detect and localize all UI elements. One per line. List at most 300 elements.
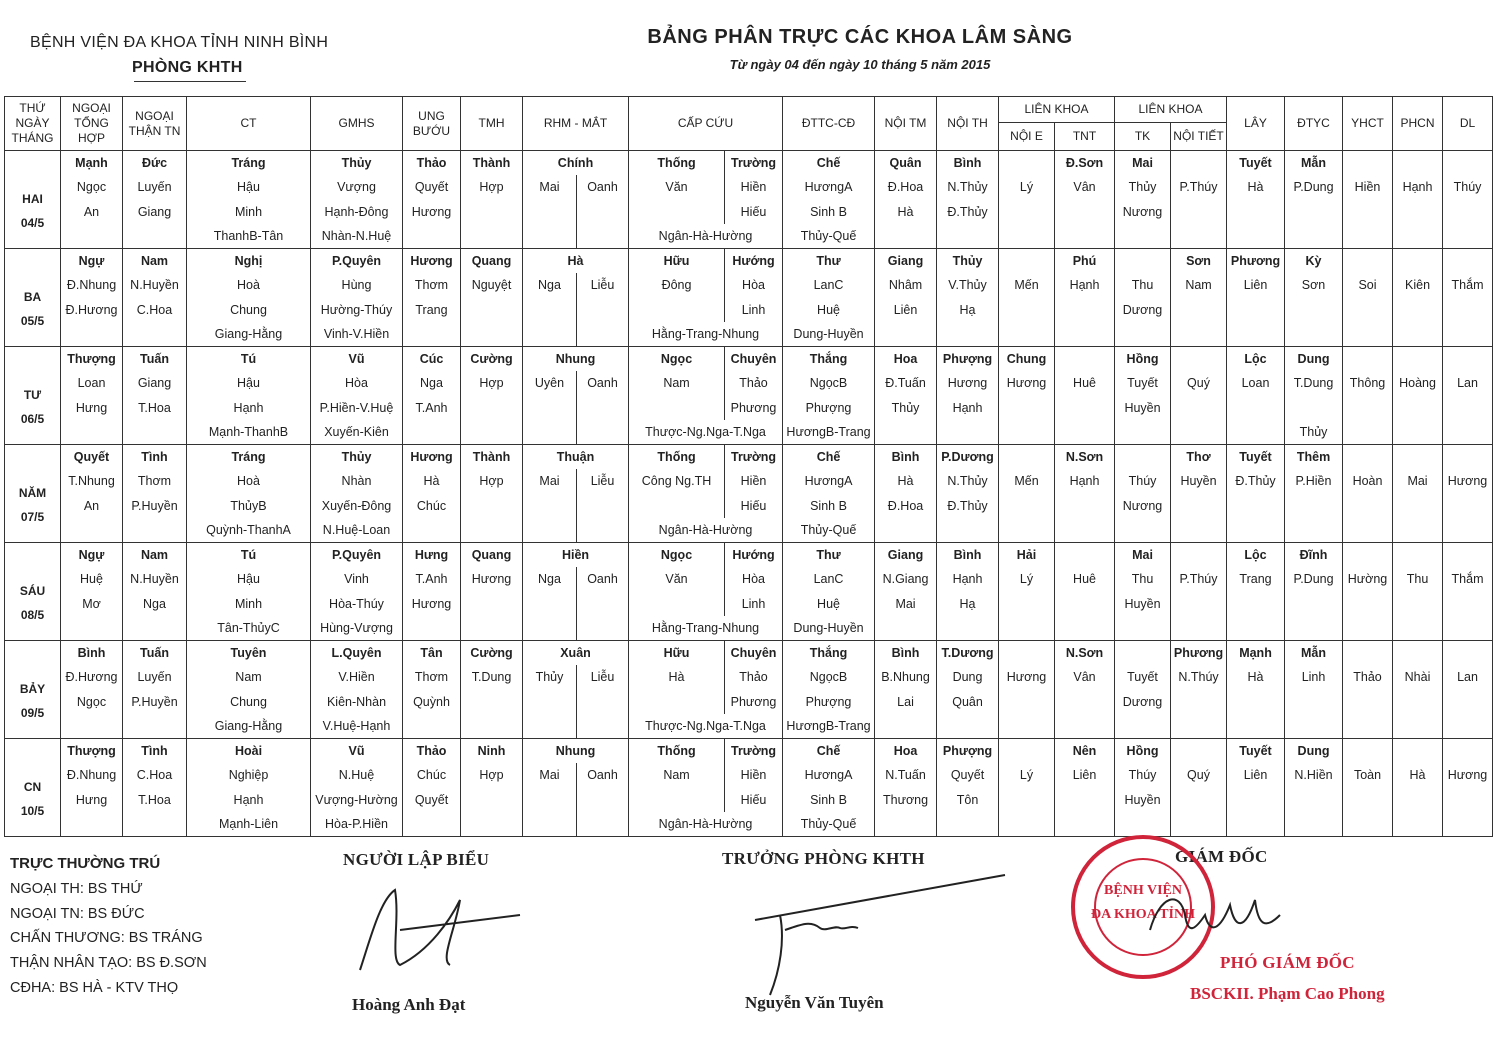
col-header-ngoai-th: NGOẠI TỔNG HỢP <box>61 97 123 151</box>
schedule-cell <box>577 420 629 445</box>
schedule-cell: Hướng <box>725 543 783 568</box>
schedule-cell: Đ.Hoa <box>875 175 937 200</box>
schedule-cell <box>937 322 999 347</box>
schedule-cell <box>1171 518 1227 543</box>
schedule-cell: Nga <box>523 567 577 592</box>
schedule-cell <box>1285 812 1343 837</box>
schedule-cell <box>1443 592 1493 617</box>
schedule-cell: Bình <box>61 641 123 666</box>
schedule-cell <box>1343 445 1393 470</box>
schedule-cell <box>123 518 187 543</box>
schedule-cell: Thương <box>875 788 937 813</box>
schedule-cell <box>577 812 629 837</box>
schedule-cell <box>629 788 725 813</box>
schedule-cell <box>875 224 937 249</box>
schedule-cell: Thược-Ng.Nga-T.Nga <box>629 714 783 739</box>
schedule-cell: Hường-Thúy <box>311 298 403 323</box>
schedule-cell: Nương <box>1115 494 1171 519</box>
schedule-cell <box>1227 396 1285 421</box>
schedule-cell: Thống <box>629 151 725 176</box>
schedule-cell: T.Nhung <box>61 469 123 494</box>
schedule-cell: Phương <box>1227 249 1285 274</box>
schedule-cell <box>999 322 1055 347</box>
schedule-cell: Ngọc <box>61 175 123 200</box>
schedule-cell: Tráng <box>187 151 311 176</box>
schedule-cell <box>999 494 1055 519</box>
director-role: GIÁM ĐỐC <box>1175 847 1268 866</box>
department-name: PHÒNG KHTH <box>132 59 243 76</box>
schedule-cell: Thảo <box>725 665 783 690</box>
schedule-cell <box>403 518 461 543</box>
schedule-cell <box>1115 224 1171 249</box>
schedule-cell: Kiên-Nhàn <box>311 690 403 715</box>
schedule-cell: N.Huệ-Loan <box>311 518 403 543</box>
schedule-cell <box>523 396 577 421</box>
schedule-cell <box>403 322 461 347</box>
schedule-cell: Huệ <box>783 298 875 323</box>
schedule-cell: Mạnh-Liên <box>187 812 311 837</box>
schedule-cell: Hợp <box>461 763 523 788</box>
schedule-cell: LanC <box>783 567 875 592</box>
schedule-cell <box>1393 788 1443 813</box>
schedule-cell: Hạnh <box>187 396 311 421</box>
col-header-tnt: TNT <box>1055 123 1115 151</box>
day-date: 09/5 <box>20 705 45 720</box>
schedule-cell <box>61 812 123 837</box>
schedule-cell <box>1115 249 1171 274</box>
schedule-cell: Toàn <box>1343 763 1393 788</box>
schedule-cell <box>461 518 523 543</box>
schedule-cell <box>1343 788 1393 813</box>
schedule-cell <box>1055 420 1115 445</box>
schedule-cell <box>1393 249 1443 274</box>
schedule-cell <box>1443 714 1493 739</box>
schedule-cell <box>999 249 1055 274</box>
schedule-cell <box>1343 200 1393 225</box>
schedule-cell: Loan <box>1227 371 1285 396</box>
schedule-cell: Chuyên <box>725 347 783 372</box>
schedule-cell: Hạ <box>937 298 999 323</box>
schedule-cell <box>937 616 999 641</box>
schedule-cell <box>123 714 187 739</box>
schedule-cell <box>1055 298 1115 323</box>
table-row <box>5 347 1493 372</box>
schedule-cell: Hằng-Trang-Nhung <box>629 322 783 347</box>
schedule-cell <box>1285 396 1343 421</box>
schedule-cell <box>523 812 577 837</box>
schedule-cell <box>1055 224 1115 249</box>
day-date: 08/5 <box>20 607 45 622</box>
schedule-cell: Mạnh <box>61 151 123 176</box>
schedule-cell <box>1227 298 1285 323</box>
schedule-cell: Đông <box>629 273 725 298</box>
resident-duty-line: THẬN NHÂN TẠO: BS Đ.SƠN <box>10 955 207 972</box>
schedule-cell: ThanhB-Tân <box>187 224 311 249</box>
table-row <box>5 371 1493 396</box>
schedule-cell: Hữu <box>629 249 725 274</box>
schedule-cell: Thành <box>461 151 523 176</box>
schedule-cell <box>1343 690 1393 715</box>
day-name: CN <box>23 779 42 794</box>
schedule-cell <box>1227 788 1285 813</box>
schedule-cell: Thủy <box>1285 420 1343 445</box>
schedule-cell <box>523 714 577 739</box>
schedule-cell <box>1343 812 1393 837</box>
schedule-cell: Đức <box>123 151 187 176</box>
schedule-cell: Nam <box>123 543 187 568</box>
schedule-cell: Hà <box>1227 175 1285 200</box>
schedule-cell <box>999 298 1055 323</box>
schedule-cell: Cường <box>461 641 523 666</box>
schedule-cell: Giang <box>123 200 187 225</box>
schedule-cell <box>999 641 1055 666</box>
schedule-cell: Nam <box>187 665 311 690</box>
schedule-cell: Chuyên <box>725 641 783 666</box>
schedule-cell: Sơn <box>1171 249 1227 274</box>
schedule-cell <box>1055 322 1115 347</box>
schedule-cell <box>403 420 461 445</box>
schedule-cell <box>1055 616 1115 641</box>
schedule-cell <box>999 788 1055 813</box>
day-date: 05/5 <box>20 313 45 328</box>
schedule-cell: Hưng <box>61 396 123 421</box>
schedule-cell: B.Nhung <box>875 665 937 690</box>
day-name: HAI <box>22 191 43 206</box>
schedule-cell <box>577 200 629 225</box>
schedule-cell <box>523 616 577 641</box>
schedule-cell: Vân <box>1055 665 1115 690</box>
schedule-cell: Hương <box>403 445 461 470</box>
schedule-cell <box>1171 151 1227 176</box>
schedule-cell <box>1443 616 1493 641</box>
schedule-cell: Nga <box>403 371 461 396</box>
schedule-cell <box>577 788 629 813</box>
schedule-cell <box>1343 739 1393 764</box>
schedule-cell: Quân <box>875 151 937 176</box>
schedule-cell <box>577 494 629 519</box>
schedule-cell <box>1393 690 1443 715</box>
schedule-cell: Vân <box>1055 175 1115 200</box>
schedule-cell <box>1227 420 1285 445</box>
col-header-ct: CT <box>187 97 311 151</box>
schedule-cell: Liên <box>1227 273 1285 298</box>
schedule-cell: Mẫn <box>1285 641 1343 666</box>
schedule-cell <box>1115 616 1171 641</box>
schedule-cell <box>523 298 577 323</box>
schedule-cell: Phượng <box>937 739 999 764</box>
schedule-cell: Hà <box>523 249 629 274</box>
schedule-cell: Huê <box>1055 567 1115 592</box>
schedule-cell <box>577 322 629 347</box>
schedule-cell: N.Thủy <box>937 469 999 494</box>
schedule-cell <box>629 592 725 617</box>
schedule-cell: Phương <box>725 690 783 715</box>
schedule-cell <box>1343 224 1393 249</box>
schedule-cell: Lan <box>1443 665 1493 690</box>
resident-duty-block <box>10 852 207 1001</box>
schedule-cell <box>1285 788 1343 813</box>
schedule-cell: P.Quyên <box>311 249 403 274</box>
schedule-cell: Ngọc <box>629 347 725 372</box>
schedule-cell: Hoài <box>187 739 311 764</box>
duty-schedule-table <box>4 96 1493 837</box>
schedule-cell <box>461 494 523 519</box>
schedule-cell: Hạnh <box>1055 469 1115 494</box>
schedule-cell <box>1055 396 1115 421</box>
table-row <box>5 249 1493 274</box>
schedule-cell: Liễu <box>577 469 629 494</box>
schedule-cell: Bình <box>937 151 999 176</box>
schedule-cell: Thảo <box>403 151 461 176</box>
schedule-cell: Cúc <box>403 347 461 372</box>
schedule-cell: Xuyến-Kiên <box>311 420 403 445</box>
schedule-cell: Nương <box>1115 200 1171 225</box>
schedule-cell <box>1393 200 1443 225</box>
schedule-cell: Lộc <box>1227 543 1285 568</box>
schedule-cell: Bình <box>937 543 999 568</box>
day-cell <box>5 347 61 445</box>
schedule-cell: Vinh-V.Hiền <box>311 322 403 347</box>
schedule-cell <box>461 592 523 617</box>
schedule-cell: Đ.Hương <box>61 298 123 323</box>
resident-duty-line: CHẤN THƯƠNG: BS TRÁNG <box>10 930 203 947</box>
schedule-cell: Quân <box>937 690 999 715</box>
schedule-cell: Chung <box>187 298 311 323</box>
schedule-cell: Lộc <box>1227 347 1285 372</box>
schedule-cell: Thống <box>629 739 725 764</box>
preparer-name: Hoàng Anh Đạt <box>352 995 466 1014</box>
col-header-gmhs: GMHS <box>311 97 403 151</box>
schedule-cell <box>403 616 461 641</box>
schedule-cell <box>461 298 523 323</box>
schedule-cell: Hương <box>403 200 461 225</box>
schedule-cell: Thủy <box>523 665 577 690</box>
table-row <box>5 592 1493 617</box>
schedule-cell: N.Thúy <box>1171 665 1227 690</box>
day-name: BA <box>23 289 42 304</box>
schedule-cell <box>1393 151 1443 176</box>
day-cell <box>5 249 61 347</box>
schedule-cell <box>1343 347 1393 372</box>
schedule-cell: Hải <box>999 543 1055 568</box>
schedule-cell <box>937 518 999 543</box>
schedule-cell <box>999 200 1055 225</box>
schedule-cell <box>461 396 523 421</box>
schedule-cell: Xuyến-Đông <box>311 494 403 519</box>
schedule-cell: Hậu <box>187 175 311 200</box>
schedule-cell <box>1343 322 1393 347</box>
schedule-cell <box>523 420 577 445</box>
schedule-cell: Dung <box>1285 739 1343 764</box>
schedule-cell <box>461 200 523 225</box>
schedule-cell: Ngọc <box>629 543 725 568</box>
schedule-cell: Hạnh <box>937 396 999 421</box>
schedule-cell <box>1115 445 1171 470</box>
schedule-cell: Liễu <box>577 273 629 298</box>
schedule-cell <box>1393 322 1443 347</box>
schedule-cell: Thơm <box>403 273 461 298</box>
schedule-cell <box>937 714 999 739</box>
schedule-cell: Huyền <box>1115 592 1171 617</box>
table-row <box>5 641 1493 666</box>
schedule-cell: T.Dung <box>461 665 523 690</box>
day-name: NĂM <box>18 485 47 500</box>
schedule-cell: Hoàng <box>1393 371 1443 396</box>
schedule-cell: Hạnh <box>187 788 311 813</box>
schedule-cell: Tân <box>403 641 461 666</box>
schedule-cell: NgọcB <box>783 371 875 396</box>
schedule-cell <box>1115 641 1171 666</box>
schedule-cell: Hiền <box>523 543 629 568</box>
schedule-cell <box>1443 788 1493 813</box>
schedule-cell <box>1343 543 1393 568</box>
schedule-cell: Soi <box>1343 273 1393 298</box>
schedule-cell <box>61 714 123 739</box>
schedule-cell: Nhàn <box>311 469 403 494</box>
schedule-cell <box>1227 616 1285 641</box>
schedule-cell: Quý <box>1171 763 1227 788</box>
table-row <box>5 788 1493 813</box>
schedule-cell <box>875 518 937 543</box>
schedule-cell <box>629 690 725 715</box>
schedule-cell: Nam <box>629 763 725 788</box>
schedule-cell <box>577 518 629 543</box>
schedule-cell: Chúc <box>403 494 461 519</box>
schedule-cell <box>999 812 1055 837</box>
schedule-cell: Thủy <box>875 396 937 421</box>
preparer-role: NGƯỜI LẬP BIỂU <box>343 850 490 869</box>
day-date: 04/5 <box>20 215 45 230</box>
schedule-cell: Quỳnh <box>403 690 461 715</box>
schedule-cell <box>1055 347 1115 372</box>
schedule-cell <box>1343 494 1393 519</box>
schedule-cell: Vũ <box>311 347 403 372</box>
schedule-cell: Hạnh-Đông <box>311 200 403 225</box>
day-date: 07/5 <box>20 509 45 524</box>
deputy-name-block <box>1190 984 1385 1004</box>
col-header-noi-tm: NỘI TM <box>875 97 937 151</box>
schedule-cell: Thắng <box>783 347 875 372</box>
schedule-cell: Chúc <box>403 763 461 788</box>
schedule-cell <box>1443 322 1493 347</box>
schedule-cell <box>1343 616 1393 641</box>
schedule-cell: Hiếu <box>725 200 783 225</box>
schedule-cell: Chế <box>783 739 875 764</box>
schedule-cell: Hùng-Vượng <box>311 616 403 641</box>
schedule-cell <box>1115 420 1171 445</box>
schedule-cell <box>577 616 629 641</box>
schedule-cell <box>1055 200 1115 225</box>
table-row <box>5 518 1493 543</box>
day-cell <box>5 151 61 249</box>
schedule-cell: Thơ <box>1171 445 1227 470</box>
schedule-cell <box>1443 224 1493 249</box>
schedule-cell: Hợp <box>461 371 523 396</box>
schedule-cell: Thu <box>1115 273 1171 298</box>
schedule-cell: Lý <box>999 175 1055 200</box>
schedule-cell: P.Dung <box>1285 175 1343 200</box>
schedule-cell <box>999 739 1055 764</box>
schedule-cell <box>523 494 577 519</box>
schedule-cell <box>123 224 187 249</box>
schedule-cell <box>1443 690 1493 715</box>
schedule-cell: Tuyết <box>1227 445 1285 470</box>
schedule-cell: V.Hiền <box>311 665 403 690</box>
schedule-cell: Hiền <box>725 763 783 788</box>
schedule-cell: Sơn <box>1285 273 1343 298</box>
schedule-cell: N.Huyền <box>123 567 187 592</box>
table-row <box>5 616 1493 641</box>
schedule-cell: Hưng <box>403 543 461 568</box>
schedule-cell: Hoàn <box>1343 469 1393 494</box>
schedule-cell <box>523 788 577 813</box>
schedule-cell: Loan <box>61 371 123 396</box>
schedule-cell: Giang-Hằng <box>187 322 311 347</box>
table-row <box>5 494 1493 519</box>
schedule-cell <box>461 322 523 347</box>
schedule-cell <box>1171 200 1227 225</box>
schedule-cell <box>1343 151 1393 176</box>
preparer-name-block <box>352 995 465 1015</box>
schedule-cell: Hồng <box>1115 347 1171 372</box>
schedule-cell: Mai <box>1115 151 1171 176</box>
schedule-cell <box>577 224 629 249</box>
schedule-cell: Hường <box>1343 567 1393 592</box>
schedule-cell <box>577 714 629 739</box>
schedule-cell: Sinh B <box>783 494 875 519</box>
schedule-cell: Hữu <box>629 641 725 666</box>
schedule-cell: Hiền <box>725 469 783 494</box>
schedule-cell: P.Huyền <box>123 690 187 715</box>
schedule-cell: Hằng-Trang-Nhung <box>629 616 783 641</box>
schedule-cell: Đ.Hoa <box>875 494 937 519</box>
schedule-cell <box>999 445 1055 470</box>
schedule-cell: Cường <box>461 347 523 372</box>
schedule-cell: Giang <box>875 543 937 568</box>
table-row <box>5 224 1493 249</box>
day-name: SÁU <box>19 583 46 598</box>
schedule-cell <box>1227 494 1285 519</box>
schedule-cell: Trang <box>1227 567 1285 592</box>
schedule-cell <box>61 518 123 543</box>
schedule-cell <box>61 616 123 641</box>
schedule-cell: Linh <box>1285 665 1343 690</box>
schedule-cell: Nga <box>523 273 577 298</box>
schedule-cell <box>1393 739 1443 764</box>
schedule-cell: Thuận <box>523 445 629 470</box>
schedule-cell: Tú <box>187 347 311 372</box>
schedule-cell: Linh <box>725 592 783 617</box>
schedule-cell <box>1443 420 1493 445</box>
schedule-cell <box>461 224 523 249</box>
schedule-cell: P.Quyên <box>311 543 403 568</box>
schedule-cell <box>61 420 123 445</box>
svg-text:ĐA KHOA TỈNH: ĐA KHOA TỈNH <box>1091 907 1195 922</box>
schedule-cell: Lý <box>999 567 1055 592</box>
table-row <box>5 273 1493 298</box>
table-row <box>5 420 1493 445</box>
table-row <box>5 298 1493 323</box>
schedule-cell <box>875 714 937 739</box>
schedule-cell <box>1285 298 1343 323</box>
schedule-cell: Uyên <box>523 371 577 396</box>
schedule-cell <box>1285 224 1343 249</box>
schedule-cell: N.Hiền <box>1285 763 1343 788</box>
day-cell <box>5 445 61 543</box>
schedule-cell <box>1227 714 1285 739</box>
schedule-cell: Thu <box>1115 567 1171 592</box>
schedule-cell: HươngA <box>783 175 875 200</box>
